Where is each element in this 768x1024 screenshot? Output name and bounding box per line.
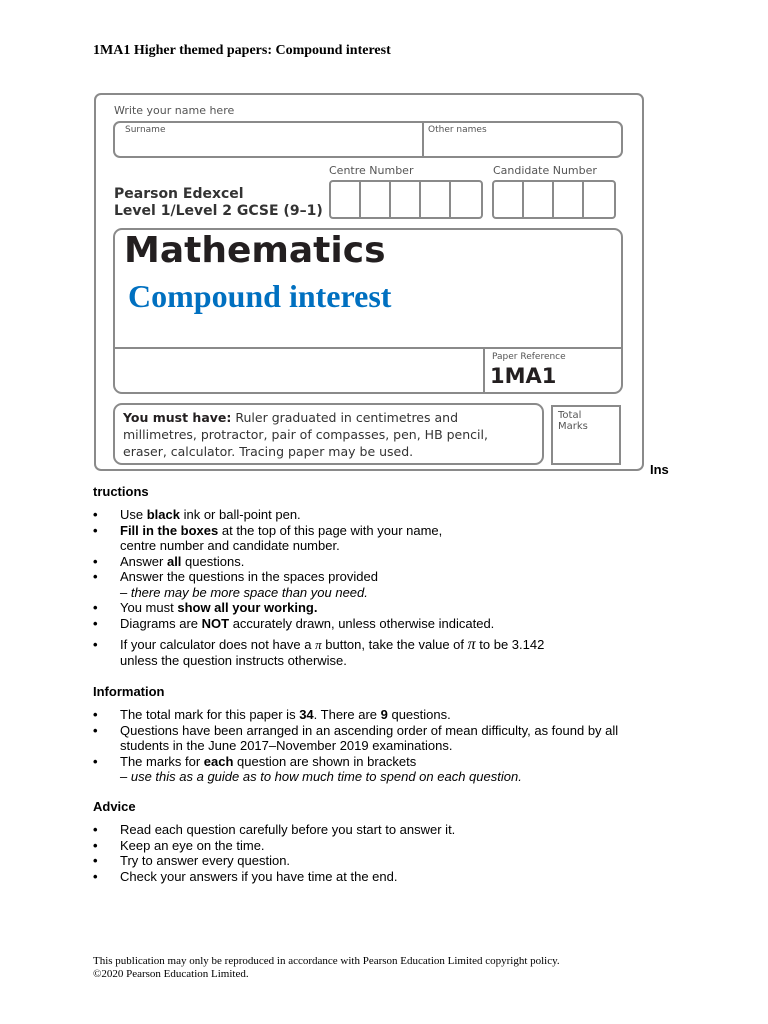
list-item: • Answer the questions in the spaces provided – there may be more space than you need. (93, 569, 544, 600)
candidate-number-boxes (492, 180, 616, 219)
list-item: • If your calculator does not have a π button, take the value of π to be 3.142 unless the question instructs otherwise. (93, 637, 544, 668)
instructions-heading-fragment: Ins (650, 462, 669, 477)
pi-symbol: π (315, 637, 322, 652)
digit-box (584, 182, 614, 217)
instructions-list (93, 507, 544, 668)
paper-topic: Compound interest (128, 278, 392, 314)
instructions-heading: tructions (93, 484, 149, 499)
pi-symbol: π (467, 636, 476, 653)
centre-number-label: Centre Number (329, 164, 414, 177)
digit-box (421, 182, 451, 217)
candidate-number-label: Candidate Number (493, 164, 597, 177)
centre-number-boxes (329, 180, 483, 219)
list-item: • The total mark for this paper is 34. There are 9 questions. (93, 707, 618, 723)
digit-box (494, 182, 524, 217)
advice-heading: Advice (93, 799, 136, 814)
list-item: • Try to answer every question. (93, 853, 455, 869)
list-item: • Questions have been arranged in an ascending order of mean difficulty, as found by all students in the June 2017–November 2019 examinations. (93, 723, 618, 754)
list-item: • Read each question carefully before you start to answer it. (93, 822, 455, 838)
copyright-notice: ©2020 Pearson Education Limited. (93, 968, 249, 980)
total-marks-box (551, 405, 621, 465)
digit-box (361, 182, 391, 217)
information-list (93, 707, 618, 785)
digit-box (554, 182, 584, 217)
exam-board (114, 186, 323, 220)
paper-reference: 1MA1 (490, 364, 557, 388)
list-item: • The marks for each question are shown in brackets – use this as a guide as to how much time to spend on each question. (93, 754, 618, 785)
qualification-level: Level 1/Level 2 GCSE (9–1) (114, 203, 323, 219)
paper-reference-divider (483, 347, 485, 394)
digit-box (331, 182, 361, 217)
exam-cover-panel (94, 93, 644, 471)
subject-divider (115, 347, 621, 349)
advice-list (93, 822, 455, 884)
digit-box (451, 182, 481, 217)
name-prompt: Write your name here (114, 104, 235, 117)
subject-box (113, 228, 623, 394)
information-heading: Information (93, 684, 165, 699)
paper-reference-label: Paper Reference (492, 352, 566, 362)
list-item: • Answer all questions. (93, 554, 544, 570)
equipment-list: Ruler graduated in centimetres and millimetres, protractor, pair of compasses, pen, HB pencil, eraser, calculator. Tracing paper may be used. (123, 410, 488, 459)
list-item: • Check your answers if you have time at the end. (93, 869, 455, 885)
equipment-heading: You must have: (123, 410, 232, 425)
exam-board-name: Pearson Edexcel (114, 186, 244, 202)
list-item: • Diagrams are NOT accurately drawn, unless otherwise indicated. (93, 616, 544, 632)
equipment-box (113, 403, 544, 465)
total-marks-label: Total Marks (558, 410, 588, 432)
surname-label: Surname (125, 125, 166, 135)
list-item: • Fill in the boxes at the top of this page with your name, centre number and candidate number. (93, 523, 544, 554)
name-fields (113, 121, 623, 158)
subject-title: Mathematics (124, 230, 386, 271)
list-item: • You must show all your working. (93, 600, 544, 616)
digit-box (391, 182, 421, 217)
name-divider (422, 123, 424, 156)
list-item: • Use black ink or ball-point pen. (93, 507, 544, 523)
other-names-label: Other names (428, 125, 487, 135)
copyright-policy: This publication may only be reproduced in accordance with Pearson Education Limited copyright policy. (93, 955, 560, 967)
copyright-footer (93, 955, 560, 981)
document-title: 1MA1 Higher themed papers: Compound interest (93, 43, 391, 58)
list-item: • Keep an eye on the time. (93, 838, 455, 854)
digit-box (524, 182, 554, 217)
